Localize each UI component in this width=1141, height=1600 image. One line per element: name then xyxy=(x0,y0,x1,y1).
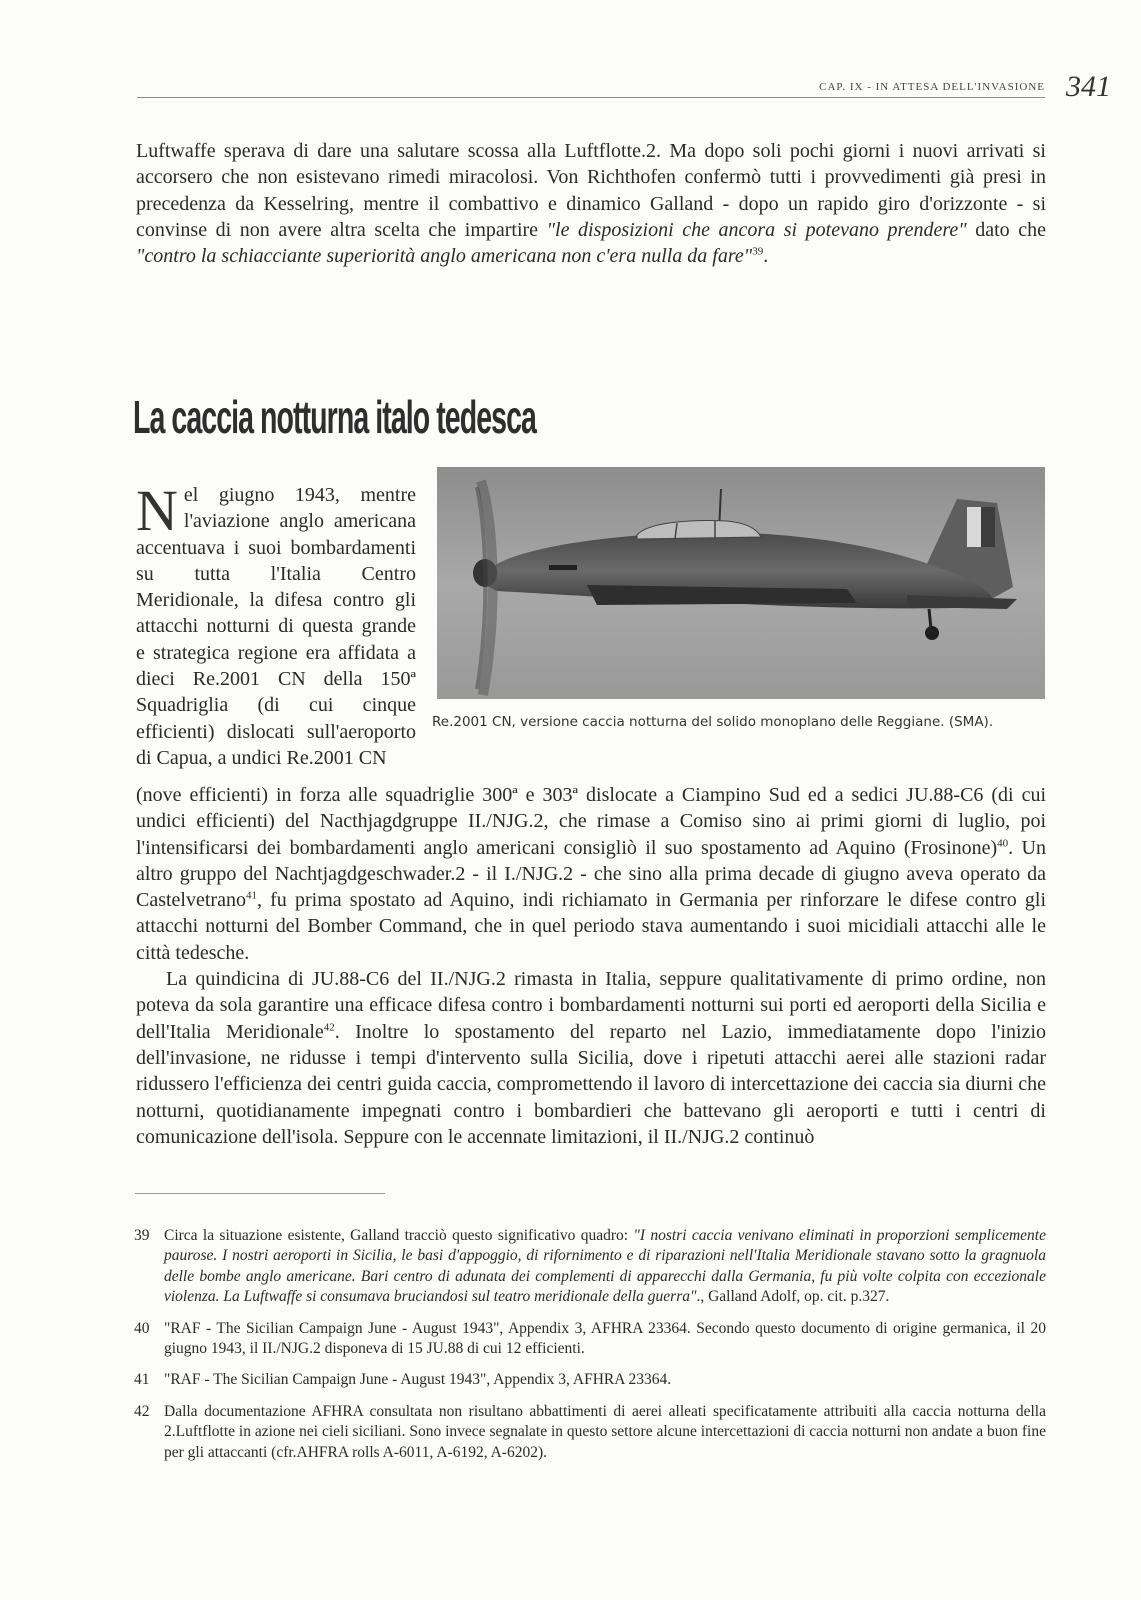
intro-text-b: dato che xyxy=(966,218,1047,241)
header-rule xyxy=(137,97,1045,98)
paragraph-3 xyxy=(136,966,1046,1150)
figure-caption: Re.2001 CN, versione caccia notturna del solido monoplano delle Reggiane. (SMA). xyxy=(432,714,994,730)
paragraph-2 xyxy=(136,782,1046,966)
footnote-ref-39: 39 xyxy=(752,245,764,258)
footnote-40 xyxy=(134,1319,1046,1360)
footnote-rule xyxy=(135,1193,385,1194)
intro-text-end: . xyxy=(763,245,769,268)
footnote-number: 39 xyxy=(134,1227,150,1244)
footnote-text xyxy=(164,1226,1046,1308)
footnote-ref-40: 40 xyxy=(997,836,1009,849)
p3-text-a: La quindicina di JU.88-C6 del II./NJG.2 rimasta in Italia, seppure qualitativamente di primo ordine, non poteva da sola garantire una efficace difesa contro i bombardamenti notturni sui porti ed aeroporti della Sicilia e dell'Italia Meridionale xyxy=(136,968,1046,1043)
p2-text-a: (nove efficienti) in forza alle squadriglie 300ª e 303ª dislocate a Ciampino Sud ed a sedici JU.88-C6 (di cui undici efficienti) del Nacthjagdgruppe II./NJG.2, che rimase a Comiso sino ai primi giorni di luglio, poi l'intensificarsi dei bombardamenti anglo americani consigliò il suo spostamento ad Aquino (Frosinone) xyxy=(136,784,1046,859)
intro-text xyxy=(136,138,1046,269)
aircraft-photo xyxy=(437,467,1045,699)
footnote-text: Dalla documentazione AFHRA consultata non risultano abbattimenti di aerei alleati specificatamente attribuiti alla caccia notturna della 2.Luftflotte in azione nei cieli siciliani. Sono invece segnalate in questo settore alcune intercettazioni di caccia notturni non andate a buon fine per gli attaccanti (cfr.AHFRA rolls A-6011, A-6192, A-6202). xyxy=(164,1402,1046,1461)
footnote-39 xyxy=(134,1226,1046,1308)
footnote-39-quote: "I nostri caccia venivano eliminati in proporzioni semplicemente paurose. I nostri aeroporti in Sicilia, le basi d'appoggio, di rifornimento e di riparazioni nell'Italia Meridionale stavano sotto la gragnuola delle bombe anglo americane. Bari centro di adunata dei complementi di apparecchi dalla Germania, fu più volte colpita con eccezionale violenza. La Luftwaffe si consumava bruciandosi sul teatro meridionale della guerra" xyxy=(164,1227,1046,1306)
footnote-41 xyxy=(134,1370,1046,1390)
p2-text-c: , fu prima spostato ad Aquino, indi richiamato in Germania per rinforzare le difese contro gli attacchi notturni del Bomber Command, che in quel periodo stava aumentando i suoi micidiali attacchi alle le città tedesche. xyxy=(136,889,1046,964)
column-paragraph: el giugno 1943, mentre l'aviazione anglo americana accentuava i suoi bombardamenti su tutta l'Italia Centro Meridionale, la difesa contro gli attacchi notturni di questa grande e strategica regione era affidata a dieci Re.2001 CN della 150ª Squadriglia (di cui cinque efficienti) dislocati sull'aeroporto di Capua, a undici Re.2001 CN xyxy=(136,484,416,769)
intro-quote-2: "contro la schiacciante superiorità anglo americana non c'era nulla da fare" xyxy=(136,245,753,268)
footnote-39-text-b: ., Galland Adolf, op. cit. p.327. xyxy=(696,1288,890,1306)
intro-paragraph xyxy=(136,138,1046,269)
section-title: La caccia notturna italo tedesca xyxy=(133,391,536,443)
footnote-39-text-a: Circa la situazione esistente, Galland tracciò questo significativo quadro: xyxy=(164,1227,634,1244)
page-number: 341 xyxy=(1066,70,1111,103)
footnotes xyxy=(134,1226,1046,1474)
intro-quote-1: "le disposizioni che ancora si potevano prendere" xyxy=(546,218,967,241)
footnote-number: 42 xyxy=(134,1402,150,1420)
footnote-text: "RAF - The Sicilian Campaign June - August 1943", Appendix 3, AFHRA 23364. Secondo questo documento di origine germanica, il 20 giugno 1943, il II./NJG.2 disponeva di 15 JU.88 di cui 12 efficienti. xyxy=(164,1319,1046,1358)
footnote-number: 40 xyxy=(134,1319,150,1337)
drop-cap: N xyxy=(136,478,178,543)
running-head: CAP. IX - IN ATTESA DELL'INVASIONE xyxy=(819,81,1045,93)
p2-text-b: . Un altro gruppo del Nachtjagdgeschwader.2 - il I./NJG.2 - che sino alla prima decade di giugno aveva operato da Castelvetrano xyxy=(136,836,1046,912)
footnote-number: 41 xyxy=(134,1371,150,1389)
footnote-42 xyxy=(134,1402,1046,1463)
main-text xyxy=(136,782,1046,1150)
footnote-ref-41: 41 xyxy=(245,889,257,902)
column-text xyxy=(136,478,416,771)
footnote-text: "RAF - The Sicilian Campaign June - August 1943", Appendix 3, AFHRA 23364. xyxy=(164,1371,672,1389)
p3-text-b: . Inoltre lo spostamento del reparto nel Lazio, immediatamente dopo l'inizio dell'invasione, ne ridusse i tempi d'intervento sulla Sicilia, dove i ripetuti attacchi aerei alle stazioni radar ridussero l'efficienza dei centri guida caccia, compromettendo il lavoro di intercettazione dei caccia sia diurni che notturni, quotidianamente impegnati contro i bombardieri che battevano gli aeroporti e tutti i centri di comunicazione dell'isola. Seppure con le accennate limitazioni, il II./NJG.2 continuò xyxy=(136,1020,1047,1148)
aircraft-photo-image xyxy=(437,467,1045,699)
footnote-ref-42: 42 xyxy=(323,1021,335,1034)
intro-text-a: Luftwaffe sperava di dare una salutare scossa alla Luftflotte.2. Ma dopo soli pochi giorni i nuovi arrivati si accorsero che non esistevano rimedi miracolosi. Von Richthofen confermò tutti i provvedimenti già presi in precedenza da Kesselring, mentre il combattivo e dinamico Galland - dopo un rapido giro d'orizzonte - si convinse di non avere altra scelta che impartire xyxy=(136,140,1046,241)
